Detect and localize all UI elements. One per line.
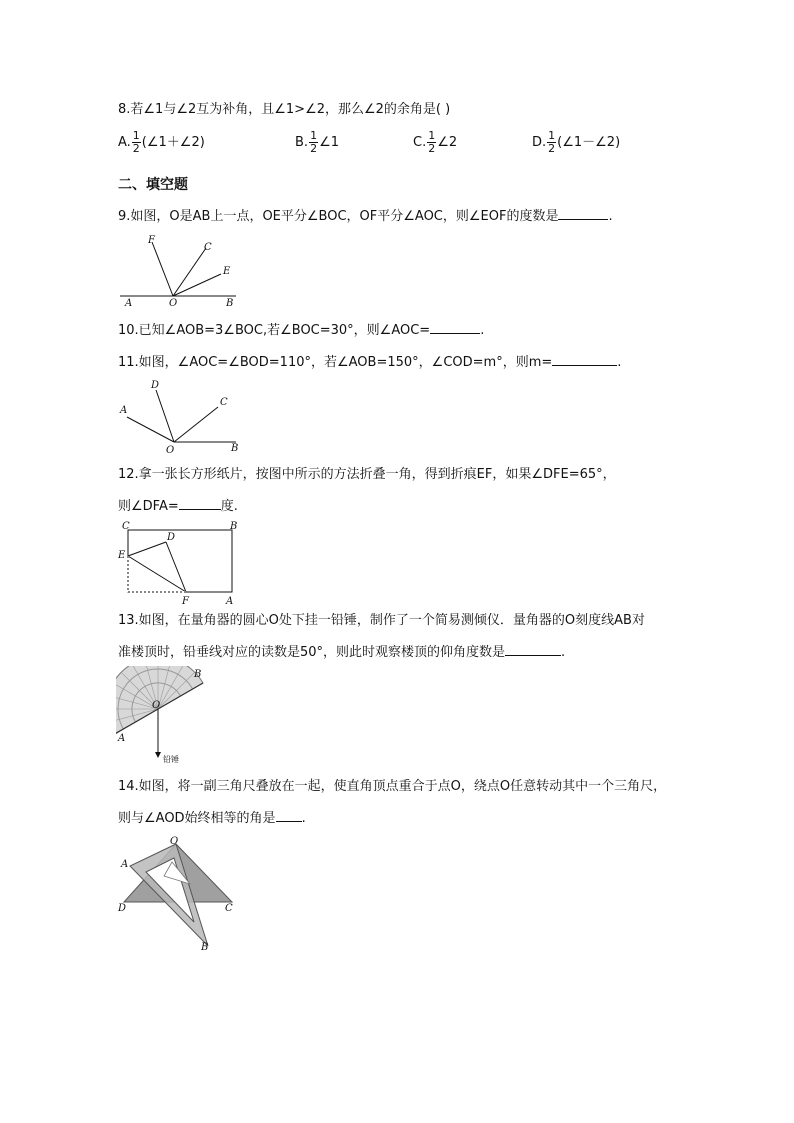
label-f: F <box>148 235 155 246</box>
q13-figure <box>116 666 222 766</box>
q8-option-c[interactable]: C. $\frac{1}{2}$ ∠2 <box>413 129 458 155</box>
label-c: C <box>204 242 212 253</box>
label-c: C <box>220 397 228 408</box>
label-d: D <box>118 903 127 914</box>
q9-text: 9.如图，O是AB上一点，OE平分∠BOC，OF平分∠AOC，则∠EOF的度数是 . <box>118 205 613 227</box>
q11-figure <box>118 376 248 456</box>
label-a: A <box>120 405 128 416</box>
label-a: A <box>125 298 133 309</box>
label-b: B <box>194 669 202 680</box>
label-b: B <box>231 443 239 454</box>
section-heading: 二、填空题 <box>118 177 188 193</box>
q8-option-d[interactable]: D. $\frac{1}{2}$ (∠1－∠2) <box>532 129 621 155</box>
q13-text: 13.如图，在量角器的圆心O处下挂一铅锤，制作了一个简易测倾仪．量角器的O刻度线AB对 <box>118 613 645 628</box>
label-a: A <box>118 733 126 744</box>
label-d: D <box>151 380 160 391</box>
label-c: C <box>122 521 130 532</box>
fraction: $\frac{1}{2}$ <box>548 129 556 155</box>
answer-blank[interactable] <box>552 351 617 366</box>
answer-blank[interactable] <box>276 807 302 822</box>
q12-text: 12.拿一张长方形纸片，按图中所示的方法折叠一角，得到折痕EF，如果∠DFE=65°， <box>118 467 616 482</box>
answer-blank[interactable] <box>505 641 561 656</box>
q8-option-a[interactable]: A. $\frac{1}{2}$ (∠1＋∠2) <box>118 129 205 155</box>
label-o: O <box>166 445 175 456</box>
q11-text: 11.如图，∠AOC=∠BOD=110°，若∠AOB=150°，∠COD=m°，则m= . <box>118 351 621 373</box>
label-o: O <box>169 298 178 309</box>
fraction: $\frac{1}{2}$ <box>132 129 140 155</box>
label-a: A <box>121 859 129 870</box>
q12-text-2: 则∠DFA= 度. <box>118 495 238 517</box>
fraction: $\frac{1}{2}$ <box>428 129 436 155</box>
label-b: B <box>226 298 234 309</box>
q14-text: 14.如图，将一副三角尺叠放在一起，使直角顶点重合于点O，绕点O任意转动其中一个三角尺， <box>118 779 667 794</box>
q13-text-2: 准楼顶时，铅垂线对应的读数是50°，则此时观察楼顶的仰角度数是 . <box>118 641 565 663</box>
q12-figure <box>116 518 241 608</box>
q10-text: 10.已知∠AOB=3∠BOC,若∠BOC=30°，则∠AOC= . <box>118 319 484 341</box>
answer-blank[interactable] <box>430 319 480 334</box>
label-o: O <box>170 836 179 847</box>
weight-label: 铅锤 <box>163 755 179 764</box>
label-b: B <box>201 942 209 953</box>
fraction: $\frac{1}{2}$ <box>310 129 318 155</box>
q8-option-b[interactable]: B. $\frac{1}{2}$ ∠1 <box>295 129 339 155</box>
label-o: O <box>152 700 161 711</box>
q9-figure <box>118 232 248 310</box>
q14-text-2: 则与∠AOD始终相等的角是 . <box>118 807 306 829</box>
label-f: F <box>182 596 189 607</box>
answer-blank[interactable] <box>558 205 608 220</box>
label-e: E <box>118 550 126 561</box>
q8-stem: 8.若∠1与∠2互为补角，且∠1>∠2，那么∠2的余角是( ) <box>118 102 451 117</box>
label-e: E <box>223 266 231 277</box>
label-c: C <box>225 903 233 914</box>
label-b: B <box>230 521 238 532</box>
answer-blank[interactable] <box>179 495 221 510</box>
q14-figure <box>116 836 240 954</box>
label-a: A <box>226 596 234 607</box>
label-d: D <box>167 532 176 543</box>
